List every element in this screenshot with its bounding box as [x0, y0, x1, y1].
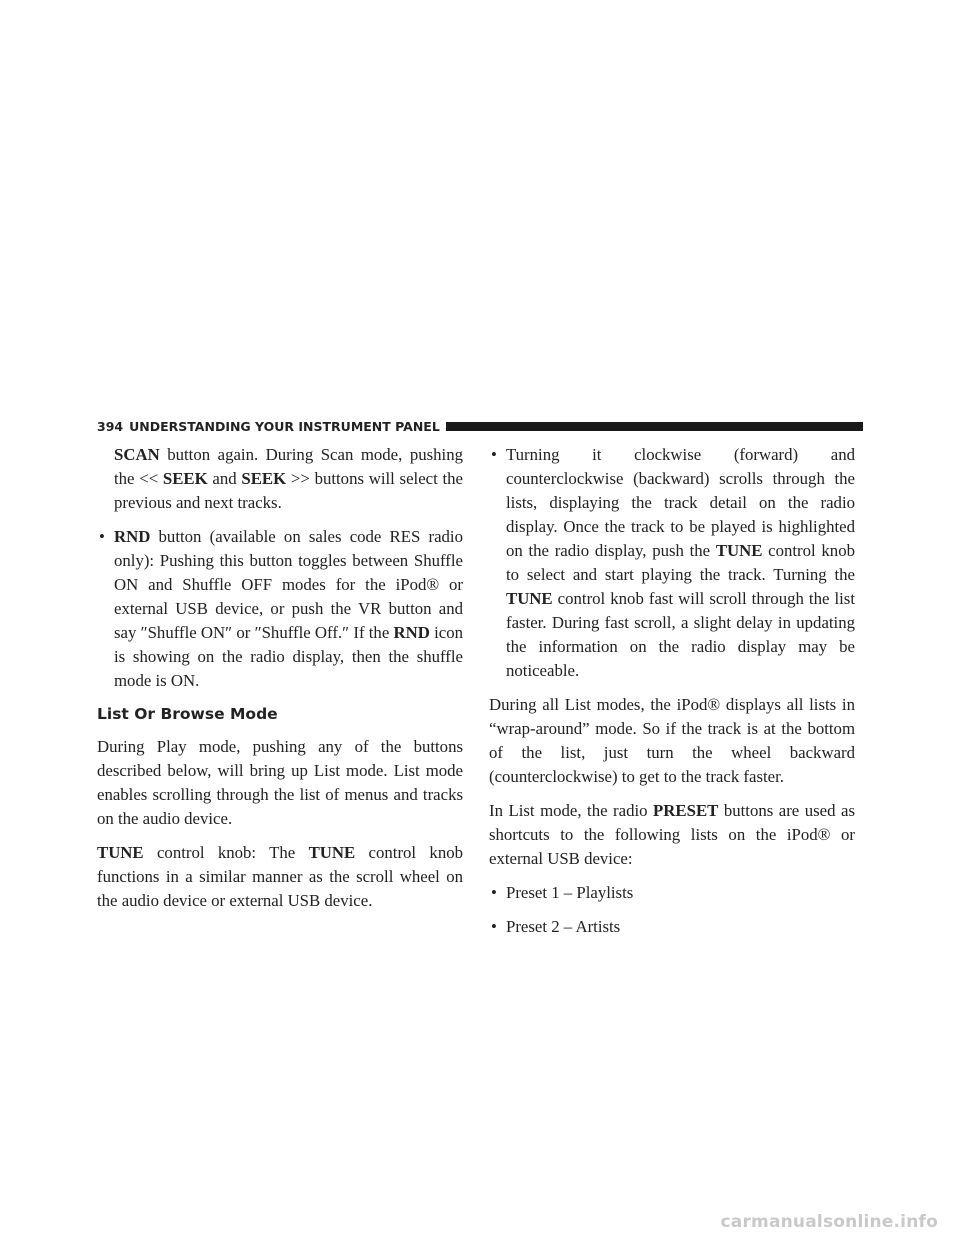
- bullet-icon: •: [491, 445, 497, 464]
- page-number: 394: [97, 418, 124, 434]
- preset-2-item: • Preset 2 – Artists: [489, 915, 855, 939]
- list-mode-paragraph: During Play mode, pushing any of the buttons described below, will bring up List mode. List mode enables scrolling through the list of menus and tracks on the audio device.: [97, 737, 463, 828]
- wrap-around-paragraph: During all List modes, the iPod® displays all lists in “wrap-around” mode. So if the track is at the bottom of the list, just turn the wheel backward (counterclockwise) to get to the track faster.: [489, 695, 855, 786]
- page-header: [97, 418, 863, 434]
- bullet-icon: •: [491, 883, 497, 902]
- watermark: carmanualsonline.info: [720, 1212, 938, 1232]
- tune-paragraph: TUNE control knob: The TUNE control knob functions in a similar manner as the scroll wheel on the audio device or external USB device.: [97, 843, 463, 910]
- turning-bullet: • Turning it clockwise (forward) and counterclockwise (backward) scrolls through the lists, displaying the track detail on the radio display. Once the track to be played is highlighted on the radio display, push the TUNE control knob to select and start playing the track. Turning the TUNE control knob fast will scroll through the list faster. During fast scroll, a slight delay in updating the information on the radio display may be noticeable.: [491, 445, 855, 680]
- scan-paragraph: SCAN button again. During Scan mode, pushing the << SEEK and SEEK >> buttons will select the previous and next tracks.: [114, 445, 463, 512]
- preset-1-item: • Preset 1 – Playlists: [489, 881, 855, 905]
- rnd-bullet: • RND button (available on sales code RES radio only): Pushing this button toggles between Shuffle ON and Shuffle OFF modes for the iPod® or external USB device, or push the VR button and say ″Shuffle ON″ or ″Shuffle Off.″ If the RND icon is showing on the radio display, then the shuffle mode is ON.: [99, 527, 464, 690]
- list-browse-heading: List Or Browse Mode: [97, 705, 278, 723]
- bullet-icon: •: [491, 917, 497, 936]
- preset-paragraph: In List mode, the radio PRESET buttons are used as shortcuts to the following lists on the iPod® or external USB device:: [489, 801, 855, 868]
- section-title: UNDERSTANDING YOUR INSTRUMENT PANEL: [129, 418, 440, 434]
- right-column: [489, 443, 855, 949]
- bullet-icon: •: [99, 527, 105, 546]
- left-column: [97, 443, 463, 923]
- header-rule: [446, 422, 863, 431]
